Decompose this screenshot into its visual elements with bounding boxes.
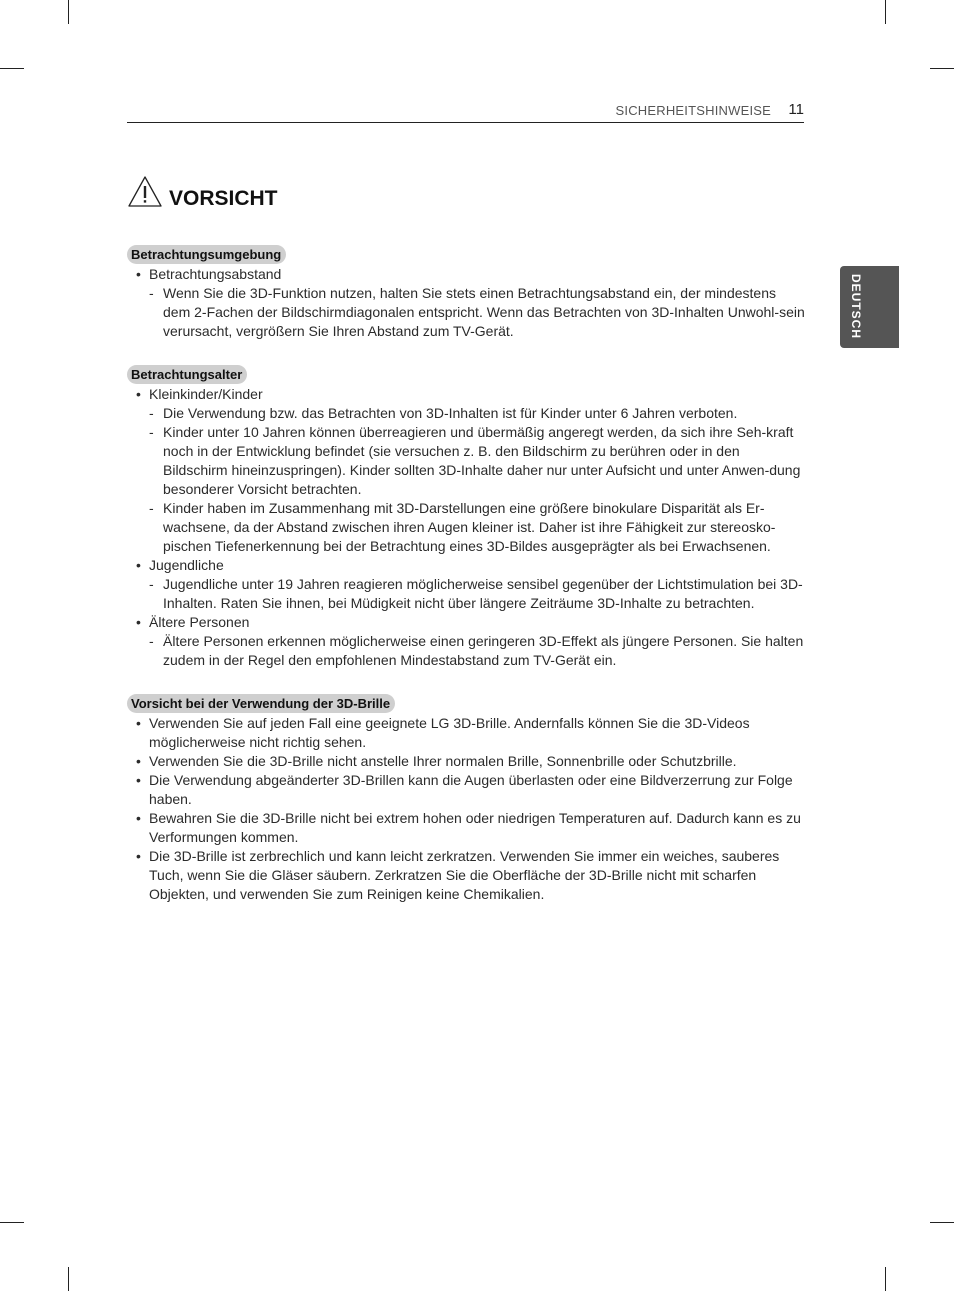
warning-triangle-icon <box>127 175 163 209</box>
sub-list-item: - Die Verwendung bzw. das Betrachten von 3D-Inhalten ist für Kinder unter 6 Jahren verboten. <box>149 404 807 423</box>
sub-list-item: - Wenn Sie die 3D-Funktion nutzen, halten Sie stets einen Betrachtungsabstand ein, der mindestens dem 2-Fachen der Bildschirmdiagonalen entspricht. Wenn das Betrachten von 3D-Inhalten Unwohl-sein verursacht, vergrößern Sie Ihren Abstand zum TV-Gerät. <box>149 284 807 341</box>
section <box>127 365 807 670</box>
sub-list <box>149 575 807 613</box>
section-name: SICHERHEITSHINWEISE <box>615 103 771 118</box>
sub-list-item: - Kinder haben im Zusammenhang mit 3D-Darstellungen eine größere binokulare Disparität als Er-wachsene, da der Abstand zwischen ihren Augen kleiner ist. Daher ist ihre Fähigkeit zur stereosko-pischen Tiefenerkennung bei der Betrachtung eines 3D-Bildes ausgeprägter als bei Erwachsenen. <box>149 499 807 556</box>
list-item-text: Jugendliche <box>149 557 224 573</box>
page-number: 11 <box>788 101 804 118</box>
bullet-list <box>127 714 807 904</box>
section <box>127 245 807 341</box>
crop-mark <box>68 0 69 24</box>
section-heading: Vorsicht bei der Verwendung der 3D-Brille <box>127 694 395 713</box>
list-item <box>127 265 807 341</box>
list-item-text: Betrachtungsabstand <box>149 266 282 282</box>
list-item-text: Die 3D-Brille ist zerbrechlich und kann leicht zerkratzen. Verwenden Sie immer ein weiches, sauberes Tuch, wenn Sie die Gläser säubern. Zerkratzen Sie die Oberfläche der 3D-Brille nicht mit scharfen Objekten, und verwenden Sie zum Reinigen keine Chemikalien. <box>149 848 780 902</box>
list-item <box>127 714 807 752</box>
bullet-list <box>127 385 807 670</box>
crop-mark <box>930 1222 954 1223</box>
sub-list <box>149 404 807 556</box>
crop-mark <box>885 0 886 24</box>
list-item <box>127 809 807 847</box>
section <box>127 694 807 904</box>
list-item <box>127 771 807 809</box>
sub-list-item: - Kinder unter 10 Jahren können überreagieren und übermäßig angeregt werden, da sich ihre Seh-kraft noch in der Entwicklung befindet (sie versuchen z. B. den Bildschirm zu berühren oder in den Bildschirm hineinzuspringen). Kinder sollten 3D-Inhalte daher nur unter Aufsicht und unter Anwen-dung besonderer Vorsicht betrachten. <box>149 423 807 499</box>
list-item-text: Verwenden Sie auf jeden Fall eine geeignete LG 3D-Brille. Andernfalls können Sie die 3D-Videos möglicherweise nicht richtig sehen. <box>149 715 750 750</box>
sub-list <box>149 284 807 341</box>
bullet-list <box>127 265 807 341</box>
crop-mark <box>885 1267 886 1291</box>
section-heading: Betrachtungsalter <box>127 365 247 384</box>
list-item <box>127 752 807 771</box>
sub-list-item: - Jugendliche unter 19 Jahren reagieren möglicherweise sensibel gegenüber der Lichtstimulation bei 3D-Inhalten. Raten Sie ihnen, bei Müdigkeit nicht über längere Zeiträume 3D-Inhalte zu betrachten. <box>149 575 807 613</box>
crop-mark <box>0 1222 24 1223</box>
crop-mark <box>930 68 954 69</box>
sub-list <box>149 632 807 670</box>
language-tab <box>840 266 899 348</box>
list-item-text: Kleinkinder/Kinder <box>149 386 263 402</box>
list-item-text: Die Verwendung abgeänderter 3D-Brillen kann die Augen überlasten oder eine Bildverzerrung zur Folge haben. <box>149 772 793 807</box>
page-header <box>127 100 804 123</box>
list-item-text: Verwenden Sie die 3D-Brille nicht anstelle Ihrer normalen Brille, Sonnenbrille oder Schutzbrille. <box>149 753 737 769</box>
page-title: VORSICHT <box>169 187 278 210</box>
section-heading: Betrachtungsumgebung <box>127 245 286 264</box>
content-area <box>127 245 807 928</box>
sub-list-item: - Ältere Personen erkennen möglicherweise einen geringeren 3D-Effekt als jüngere Personen. Sie halten zudem in der Regel den empfohlenen Mindestabstand zum TV-Gerät ein. <box>149 632 807 670</box>
crop-mark <box>0 68 24 69</box>
crop-mark <box>68 1267 69 1291</box>
list-item <box>127 847 807 904</box>
language-tab-label: DEUTSCH <box>849 274 863 340</box>
list-item-text: Ältere Personen <box>149 614 250 630</box>
list-item <box>127 556 807 613</box>
list-item <box>127 385 807 556</box>
list-item-text: Bewahren Sie die 3D-Brille nicht bei extrem hohen oder niedrigen Temperaturen auf. Dadurch kann es zu Verformungen kommen. <box>149 810 801 845</box>
list-item <box>127 613 807 670</box>
